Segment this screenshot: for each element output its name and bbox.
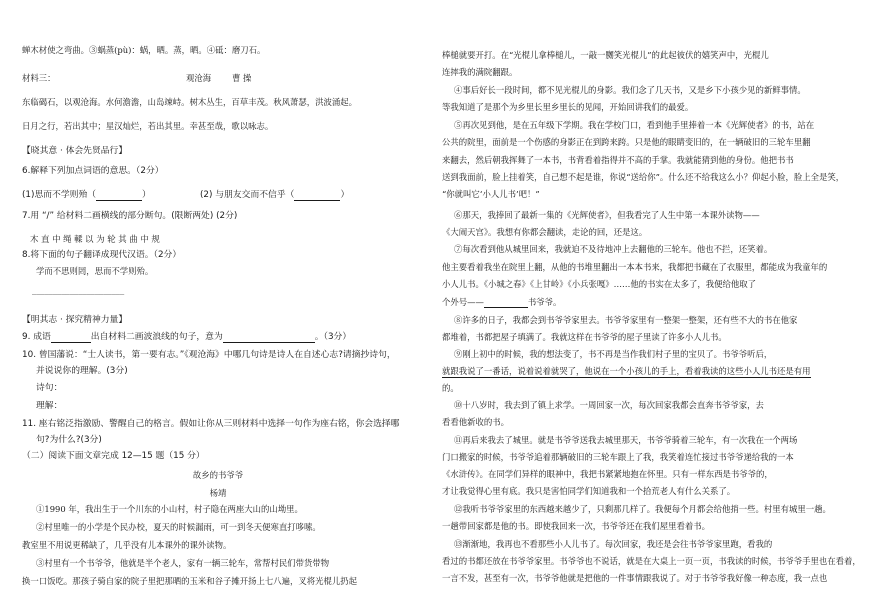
q10-understanding-label: 理解： <box>36 401 63 411</box>
question-10-line-1: 10. 曾国藩说：“士人读书，第一要有志。”《观沧海》中哪几句诗是诗人在自述心志?请摘抄诗句， <box>22 350 396 360</box>
question-11-line-1: 11. 座右铭泛指激励、警醒自己的格言。假如让你从三则材料中选择一句作为座右铭，你会选择哪 <box>22 419 400 429</box>
article-title: 故乡的书爷爷 <box>192 470 244 480</box>
q6b-close: ） <box>340 190 350 200</box>
article-author: 杨靖 <box>209 488 227 498</box>
q9-middle: 出自材料二画波浪线的句子，意为 <box>90 332 223 342</box>
article-paragraph-2b: 教室里不用说更稀缺了，几乎没有儿本课外的课外读物。 <box>22 540 232 550</box>
question-10-line-2: 并说说你的理解。(3分) <box>36 366 128 376</box>
q6b-text: (2) 与朋友交而不信乎（ <box>200 190 295 200</box>
article-paragraph-3b: 换一口饭吃。那孩子骑自家的院子里把那晒的玉米和谷子摊开扬上七八遍，叉将光棍儿扔起 <box>22 576 357 586</box>
article-line: 的。 <box>442 383 459 393</box>
article-line: 一趟带回家都是他的书。即使我回来一次，书爷爷还在我们屋里看着书。 <box>442 521 710 531</box>
article-line: 一言不发，甚至有一次，书爷爷他就是把他的一件事情跟我说了。对于书爷爷我好像一种态度，我一点也 <box>442 573 828 583</box>
article-line: 连摔我的满院翻跟。 <box>442 67 518 77</box>
article-line: 门口搬家的时候，书爷爷追着那辆破旧的三轮车跟上了我，我笑着连忙接过书爷爷递给我的一本 <box>442 452 794 462</box>
article-line: ⑬渐渐地，我再也不看那些小人儿书了。每次回家，我还是会往书爷爷家里跑，看我的 <box>454 539 773 549</box>
article-line: ⑩十八岁时，我去到了镇上求学。一周回家一次，每次回家我都会直奔书爷爷家，去 <box>454 400 764 410</box>
article-line: ⑥那天，我捧回了最新一集的《光辉使者》，但我看完了人生中第一本课外读物—— <box>454 210 760 220</box>
article-line: 公共的院里，面前是一个伤感的身影正在到跨来跨。只是他的眼睛变旧的，在一辆破旧的三轮车里翻 <box>442 137 811 147</box>
question-9 <box>22 332 351 343</box>
q9-idiom-blank[interactable] <box>51 333 91 343</box>
article-line: 送到我面前，脸上挂着笑，自己想不起是谁，你说“送给你”。什么还不给我这么小？仰起小脸，脸上全是笑， <box>442 172 845 182</box>
article-line: 看过的书都还放在书爷爷家里。书爷爷也不说话，就是在大桌上一页一页，书我读的时候，书爷爷手里也在看着， <box>442 556 861 566</box>
question-7: 7.用 “/” 给材料二画横线的部分断句。(限断两处) (2分) <box>22 211 238 221</box>
line-part: 个外号—— <box>442 297 484 307</box>
article-line: “你就叫它‘小人儿书’吧！” <box>442 189 540 199</box>
q6a-close: ） <box>142 190 151 200</box>
poem-line-1: 东临碣石，以观沧海。水何澹澹，山岛竦峙。树木丛生，百草丰茂。秋风萧瑟，洪波涌起。 <box>22 97 357 107</box>
q9-meaning-blank[interactable] <box>223 333 315 343</box>
q7-sentence: 木 直 中 绳 輮 以 为 轮 其 曲 中 规 <box>30 234 160 244</box>
article-line: ⑨刚上初中的时候，我的想法变了，书不再是当作我们村子里的宝贝了。书爷爷听后， <box>454 349 773 359</box>
q10-poem-label: 诗句： <box>36 383 63 393</box>
poem-line-2: 日月之行，若出其中；星汉灿烂，若出其里。幸甚至哉，歌以咏志。 <box>22 121 274 131</box>
line-part: 书爷爷。 <box>527 297 562 307</box>
poem-author: 曹 操 <box>232 73 252 83</box>
q6a-text: (1)思而不学则殆（ <box>22 190 97 200</box>
q6b-answer-blank[interactable] <box>294 191 340 201</box>
article-line: 来翻去，然后朝我挥舞了一本书，书背看着指得并不高的手掌。我就能猜到他的身份。他把书书 <box>442 155 794 165</box>
article-paragraph-1: ①1990 年，我出生于一个川东的小山村，村子隐在两座大山的山坳里。 <box>36 504 303 514</box>
article-line: 《大闹天宫》。我想有你都会翻读，走论的回，还是这。 <box>442 227 648 237</box>
article-line: ④事后好长一段时间，都不见光棍儿的身影。我们念了几天书，又是乡下小孩少见的新鲜事情。 <box>454 85 806 95</box>
article-line: ⑫我听书爷爷家里的东西越来越少了，只剩那几样了。我便每个月都会给他捎一些。村里有城里一趟。 <box>454 504 831 514</box>
section-heading-1: 【晓其意 · 体会先贤品行】 <box>22 146 128 156</box>
annotation-line: 蝉木材使之弯曲。③蜗蒸(pù)：蜗，晒。蒸，晒。④砥：磨刀石。 <box>22 45 266 55</box>
part-2-heading: （二）阅读下面文章完成 12—15 题（15 分） <box>22 451 205 461</box>
q9-prefix: 9. 成语 <box>22 332 51 342</box>
article-line: 看看他新收的书。 <box>442 417 509 427</box>
underlined-line: 就跟我说了一番话，说着说着就哭了，他说在一个小孩儿的手上，看着我读的这些小人儿书还是有用 <box>442 366 811 376</box>
q9-end: 。（3分） <box>314 332 352 342</box>
article-line: 《水浒传》。在同学们异样的眼神中，我把书紧紧地抱在怀里。只有一样东西是书爷爷的， <box>442 469 773 479</box>
article-line: 都堆着，书都把屋子填满了。我就这样在书爷爷的屋子里读了许多小人儿书。 <box>442 332 727 342</box>
question-6a <box>22 190 151 201</box>
q8-sentence: 学而不思则罔，思而不学则殆。 <box>36 266 154 276</box>
question-11-line-2: 句?为什么?(3分) <box>36 435 102 445</box>
article-paragraph-2a: ②村里唯一的小学是个民办校，夏天的时候漏雨，可一到冬天便寒直打哆嗦。 <box>36 522 321 532</box>
article-line: ⑦每次看到他从城里回来，我就迫不及待地冲上去翻他的三轮车。他也不拦，还笑着。 <box>454 244 773 254</box>
material-label: 材料三： <box>22 73 56 83</box>
article-paragraph-3a: ③村里有一个书爷爷，他就是半个老人，家有一辆三轮车，常帮村民们带货带物 <box>36 558 330 568</box>
q8-answer-line[interactable]: ______________________ <box>32 285 125 295</box>
article-line: 等我知道了是那个为乡里长里乡里长的见闻，开始回讲我们的最爱。 <box>442 102 694 112</box>
poem-title: 观沧海 <box>186 73 212 83</box>
question-6: 6.解释下列加点词语的意思。（2分） <box>22 166 164 176</box>
q6a-answer-blank[interactable] <box>96 191 142 201</box>
article-line: 棒槌就要开打。在“光棍儿拿棒槌儿，一敲一嬲笑光棍儿”的此起彼伏的嬉笑声中，光棍儿 <box>442 50 769 60</box>
article-line: 才让我觉得心里有底。我只是害怕同学们知道我和一个拾荒老人有什么关系了。 <box>442 486 736 496</box>
article-line <box>442 297 561 308</box>
question-8: 8.将下面的句子翻译成现代汉语。（2分） <box>22 250 182 260</box>
article-line: ⑪再后来我去了城里。就是书爷爷送我去城里那天，书爷爷骑着三轮车，有一次我在一个两场 <box>454 435 798 445</box>
article-line: 他主要看着我坐在院里上翻，从他的书堆里翻出一本本书来，我都把书藏在了衣服里，都能成为我童年的 <box>442 262 828 272</box>
article-line: ⑤再次见到他，是在五年级下学期。我在学校门口，看到他手里捧着一本《光辉使者》的书，站在 <box>454 120 815 130</box>
fill-blank[interactable] <box>484 298 528 308</box>
section-heading-2: 【明其志 · 探究精神力量】 <box>22 315 128 325</box>
article-line: ⑧许多的日子，我都会到书爷爷家里去。书爷爷家里有一整架一整架，还有些不大的书在他家 <box>454 315 798 325</box>
question-6b <box>200 190 349 201</box>
article-line: 小人儿书。《小城之春》《上甘岭》《小兵张嘎》……他的书实在太多了，我便给他取了 <box>442 279 757 289</box>
